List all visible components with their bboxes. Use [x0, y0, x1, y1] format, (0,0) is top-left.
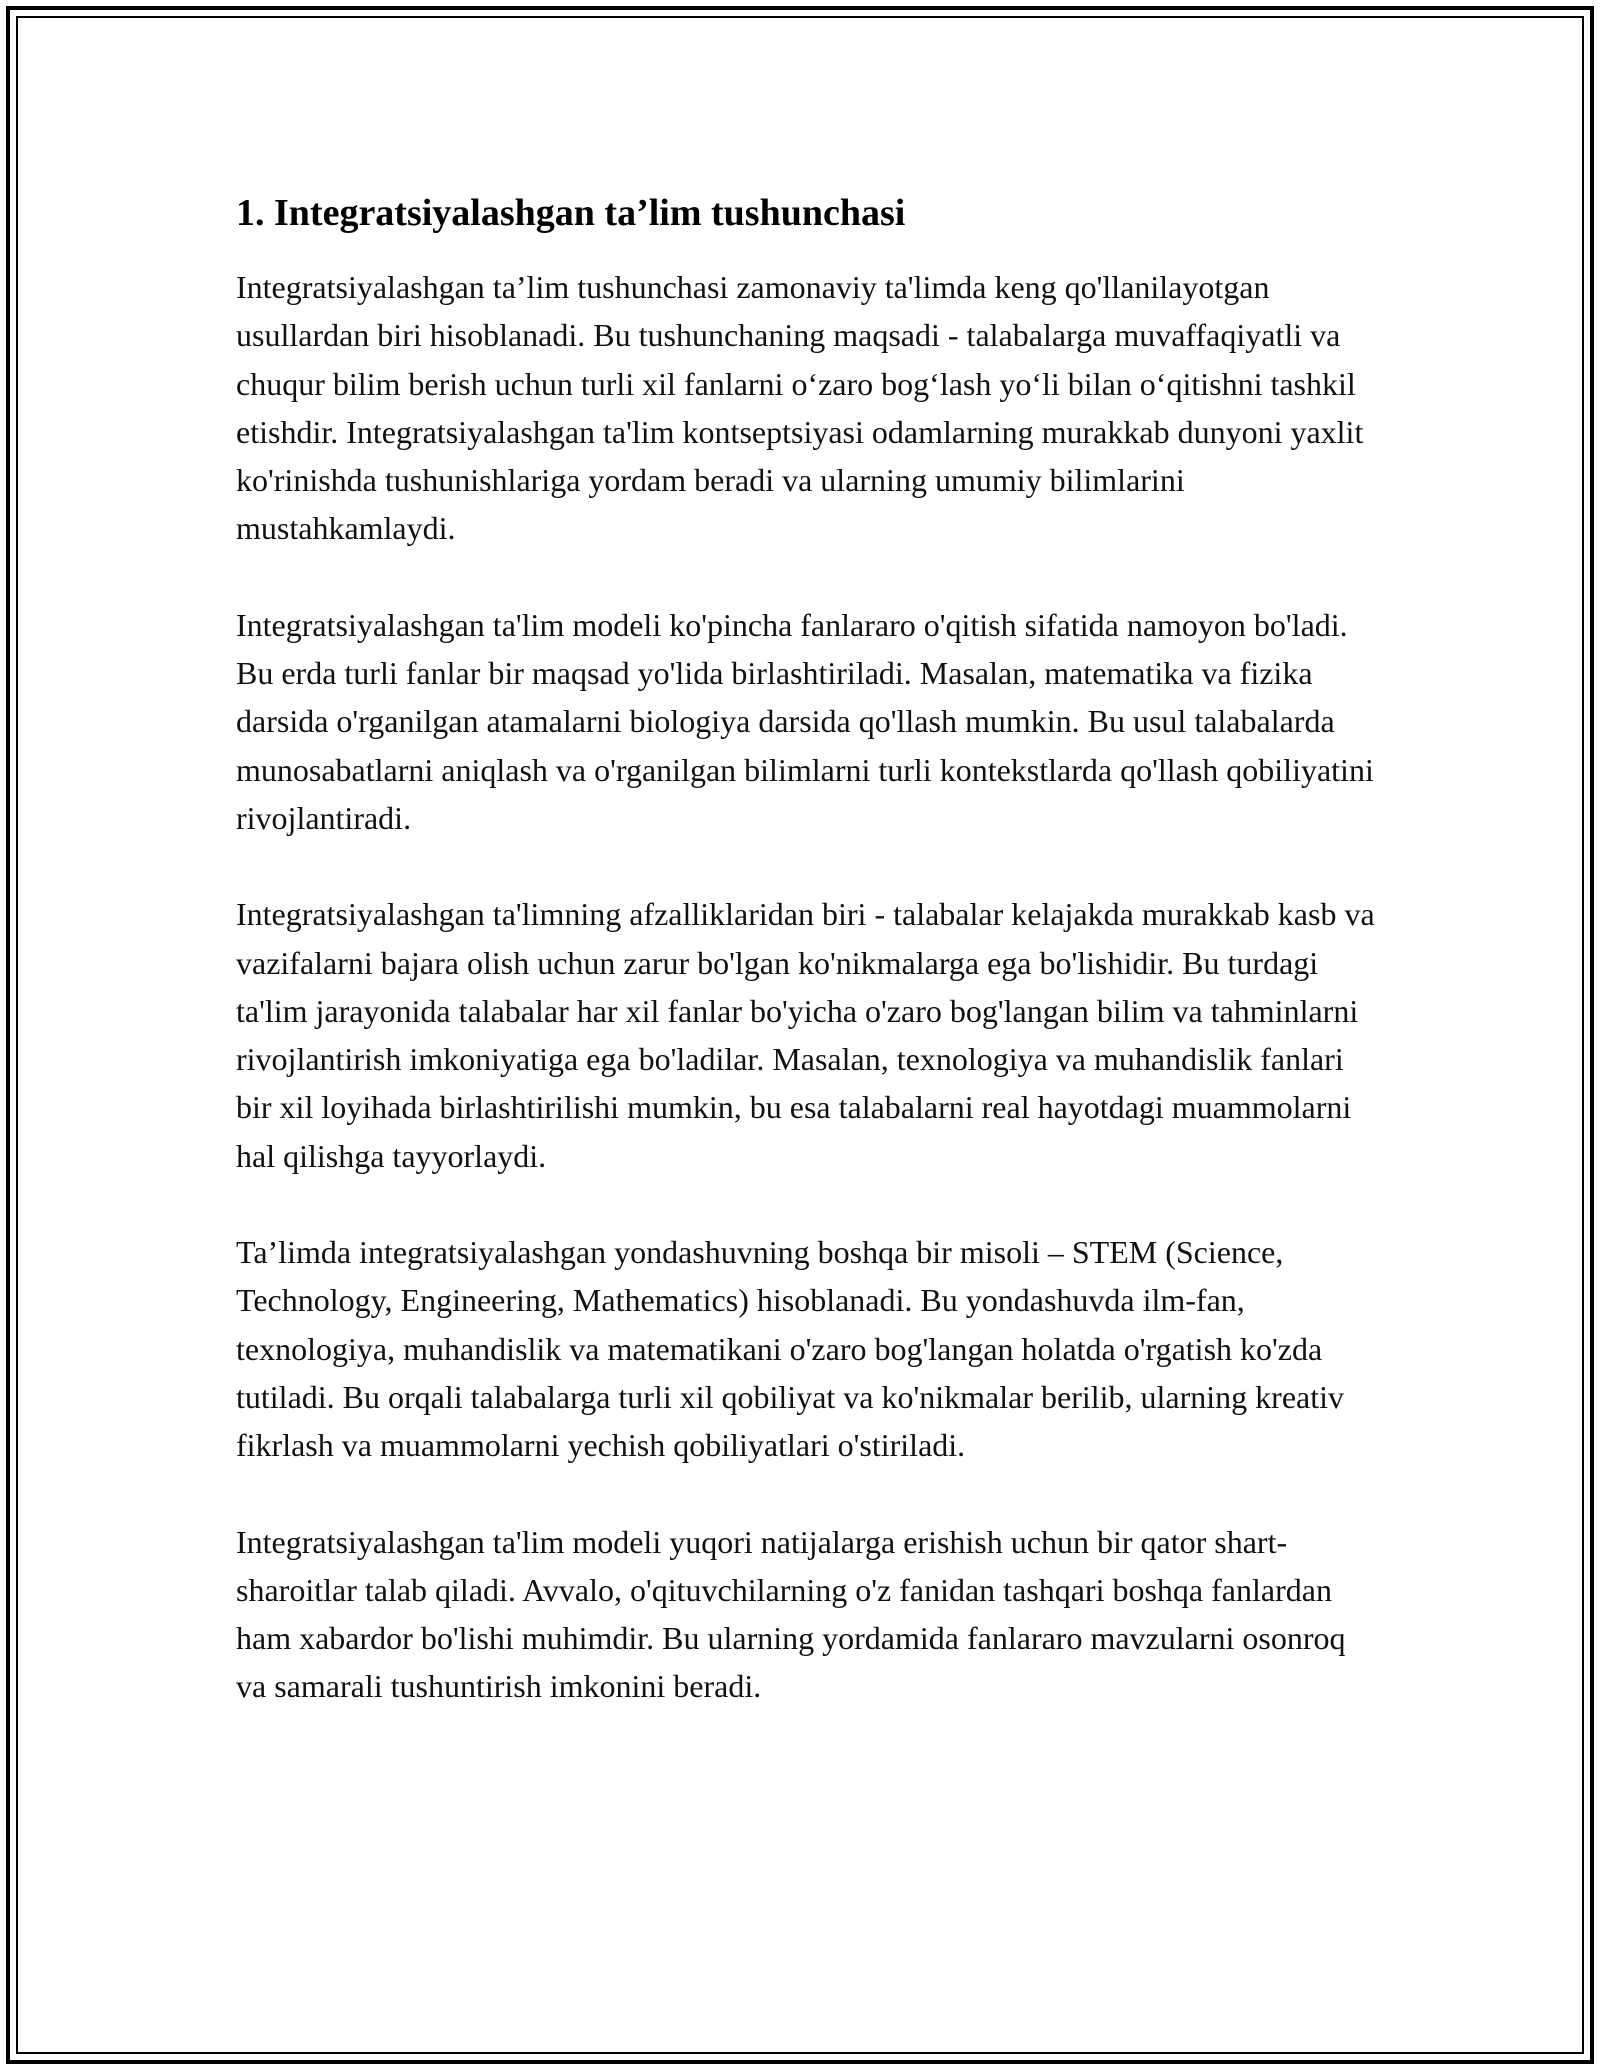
paragraph-5: Integratsiyalashgan ta'lim modeli yuqori natijalarga erishish uchun bir qator shart-sharoitlar talab qiladi. Avvalo, o'qituvchilarning o'z fanidan tashqari boshqa fanlardan ham xabardor bo'lishi muhimdir. Bu ularning yordamida fanlararo mavzularni osonroq va samarali tushuntirish imkonini beradi. [236, 1523, 1346, 1705]
paragraph-1: Integratsiyalashgan ta’lim tushunchasi zamonaviy ta'limda keng qo'llanilayotgan usullardan biri hisoblanadi. Bu tushunchaning maqsadi - talabalarga muvaffaqiyatli va chuqur bilim berish uchun turli xil fanlarni o‘zaro bog‘lash yo‘li bilan o‘qitishni tashkil etishdir. Integratsiyalashgan ta'lim kontseptsiyasi odamlarning murakkab dunyoni yaxlit ko'rinishda tushunishlariga yordam beradi va ularning umumiy bilimlarini mustahkamlaydi. [236, 269, 1364, 547]
paragraph-2: Integratsiyalashgan ta'lim modeli ko'pincha fanlararo o'qitish sifatida namoyon bo'ladi. Bu erda turli fanlar bir maqsad yo'lida birlashtiriladi. Masalan, matematika va fizika darsida o'rganilgan atamalarni biologiya darsida qo'llash mumkin. Bu usul talabalarda munosabatlarni aniqlash va o'rganilgan bilimlarni turli kontekstlarda qo'llash qobiliyatini rivojlantiradi. [236, 606, 1374, 836]
paragraph-4: Ta’limda integratsiyalashgan yondashuvning boshqa bir misoli – STEM (Science, Technology, Engineering, Mathematics) hisoblanadi. Bu yondashuvda ilm-fan, texnologiya, muhandislik va matematikani o'zaro bog'langan holatda o'rgatish ko'zda tutiladi. Bu orqali talabalarga turli xil qobiliyat va ko'nikmalar berilib, ularning kreativ fikrlash va muammolarni yechish qobiliyatlari o'stiriladi. [236, 1234, 1344, 1464]
document-body [236, 185, 1376, 1711]
paragraph-3: Integratsiyalashgan ta'limning afzalliklaridan biri - talabalar kelajakda murakkab kasb va vazifalarni bajara olish uchun zarur bo'lgan ko'nikmalarga ega bo'lishidir. Bu turdagi ta'lim jarayonida talabalar har xil fanlar bo'yicha o'zaro bog'langan bilim va tahminlarni rivojlantirish imkoniyatiga ega bo'ladilar. Masalan, texnologiya va muhandislik fanlari bir xil loyihada birlashtirilishi mumkin, bu esa talabalarni real hayotdagi muammolarni hal qilishga tayyorlaydi. [236, 896, 1375, 1174]
section-heading: 1. Integratsiyalashgan ta’lim tushunchasi [236, 192, 906, 234]
